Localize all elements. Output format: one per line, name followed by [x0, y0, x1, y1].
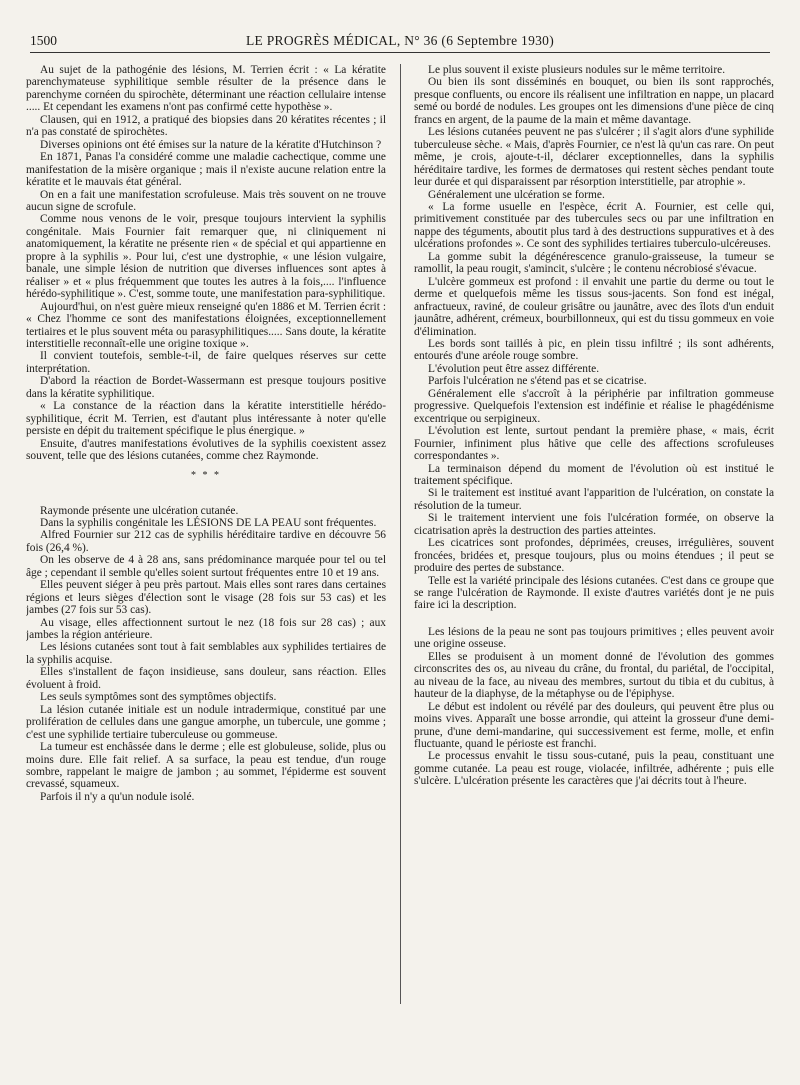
paragraph: Au visage, elles affectionnent surtout le nez (18 fois sur 28 cas) ; aux jambes la région antérieure.: [26, 616, 386, 642]
paragraph: Si le traitement intervient une fois l'ulcération formée, on observe la cicatrisation après la destruction des parties atteintes.: [414, 512, 774, 537]
paragraph: « La forme usuelle en l'espèce, écrit A. Fournier, est celle qui, primitivement constituée par des tubercules secs ou par une infiltration en nappe des téguments, aboutit plus tard à des destructions suppuratives et à des ulcérations profondes ». Ce sont des syphilides tertiaires tuberculo-ulcéreuses.: [414, 200, 774, 251]
paragraph: L'ulcère gommeux est profond : il envahit une partie du derme ou tout le derme et quelquefois même les tissus sous-jacents. Son fond est inégal, anfractueux, raviné, de couleur grisâtre ou jaunâtre, avec des îlots d'un enduit jaunâtre, adhérent, crémeux, bourbillonneux, qui est du tissu gommeux en voie d'élimination.: [414, 275, 774, 338]
left-text-block: [26, 64, 386, 463]
paragraph: Le plus souvent il existe plusieurs nodules sur le même territoire.: [428, 64, 726, 76]
right-text-block: [414, 64, 774, 612]
paragraph: L'évolution peut être assez différente.: [428, 362, 600, 375]
paragraph: Si le traitement est institué avant l'apparition de l'ulcération, on constate la résolution de la tumeur.: [414, 487, 774, 512]
paragraph: Elles se produisent à un moment donné de l'évolution des gommes circonscrites des os, au niveau du crâne, du frontal, du pariétal, de l'occipital, au niveau de la face, au niveau des membres, surtout du tibia et du cubitus, à hauteur de la diaphyse, de la métaphyse ou de l'épiphyse.: [414, 650, 774, 701]
paragraph: Les seuls symptômes sont des symptômes objectifs.: [40, 691, 277, 704]
paragraph: D'abord la réaction de Bordet-Wassermann est presque toujours positive dans la kératite syphilitique.: [26, 375, 386, 400]
paragraph: Les lésions cutanées sont tout à fait semblables aux syphilides tertiaires de la syphilis acquise.: [26, 641, 386, 666]
paragraph: Le début est indolent ou révélé par des douleurs, qui peuvent être plus ou moins vives. Apparaît une bosse arrondie, qui atteint la grosseur d'une demi-prune, d'une demi-mandarine, qui successivement est ferme, molle, et enfin fluctuante, quand le périoste est franchi.: [414, 700, 774, 751]
paragraph: Alfred Fournier sur 212 cas de syphilis héréditaire tardive en découvre 56 fois (26,4 %).: [26, 529, 386, 554]
right-text-block-b: [414, 626, 774, 788]
paragraph: Généralement elle s'accroît à la périphérie par infiltration gommeuse progressive. Quelquefois l'extension est indéfinie et réalise le phagédénisme excentrique ou serpigineux.: [414, 387, 774, 425]
column-divider: [400, 64, 401, 1004]
paragraph: En 1871, Panas l'a considéré comme une maladie cachectique, comme une manifestation de la misère organique ; mais il n'existe aucune relation entre la kératite et le mauvais état général.: [26, 151, 386, 189]
paragraph: Aujourd'hui, on n'est guère mieux renseigné qu'en 1886 et M. Terrien écrit : « Chez l'homme ce sont des manifestations éloignées, exceptionnellement tertiaires et le plus souvent méta ou parasyphilitiques..... Sans doute, la kératite interstitielle reconnaît-elle une origine toxique ».: [26, 300, 386, 350]
paragraph: Il convient toutefois, semble-t-il, de faire quelques réserves sur cette interprétation.: [26, 350, 386, 375]
paragraph: On en a fait une manifestation scrofuleuse. Mais très souvent on ne trouve aucun signe de scrofule.: [26, 188, 386, 213]
paragraph: Ou bien ils sont disséminés en bouquet, ou bien ils sont rapprochés, presque confluents, ou encore ils réalisent une infiltration en nappe, un placard semé ou bordé de nodules. Les groupes ont les dimensions d'une pièce de cinq francs en argent, de la paume de la main et même davantage.: [414, 76, 774, 126]
paragraph-gap: [414, 612, 774, 626]
paragraph: La terminaison dépend du moment de l'évolution où est institué le traitement spécifique.: [414, 462, 774, 487]
paragraph: Le processus envahit le tissu sous-cutané, puis la peau, constituant une gomme cutanée. La peau est rouge, violacée, infiltrée, adhérente ; puis elle s'ulcère. L'ulcération présente les caractères que j'ai décrits tout à l'heure.: [414, 750, 774, 788]
paragraph: Les cicatrices sont profondes, déprimées, creuses, irrégulières, souvent froncées, bridées et, presque toujours, plus ou moins étendues ; il peut se produire des pertes de substance.: [414, 537, 774, 575]
paragraph: L'évolution est lente, surtout pendant la première phase, « mais, écrit Fournier, infiniment plus hâtive que celle des affections scrofuleuses correspondantes ».: [414, 425, 774, 463]
paragraph: « La constance de la réaction dans la kératite interstitielle hérédo-syphilitique, écrit M. Terrien, est d'autant plus intéressante à noter qu'elle persiste en dépit du traitement spécifique le plus énergique. »: [26, 400, 386, 438]
paragraph: Elles peuvent siéger à peu près partout. Mais elles sont rares dans certaines régions et leurs sièges d'élection sont le visage (28 fois sur 53 cas) et les jambes (27 fois sur 53 cas).: [26, 579, 386, 617]
paragraph: Dans la syphilis congénitale les LÉSIONS DE LA PEAU sont fréquentes.: [40, 516, 377, 529]
left-text-block-b: [26, 505, 386, 804]
paragraph: Ensuite, d'autres manifestations évolutives de la syphilis coexistent assez souvent, telle que des lésions cutanées, comme chez Raymonde.: [26, 437, 386, 463]
paragraph: Parfois l'ulcération ne s'étend pas et se cicatrise.: [428, 375, 647, 388]
paragraph: La lésion cutanée initiale est un nodule intradermique, constitué par une prolifération de cellules dans une gangue amorphe, un tubercule, une gomme ; c'est une syphilide tertiaire tuberculeuse ou gommeuse.: [26, 703, 386, 741]
paragraph: Les bords sont taillés à pic, en plein tissu infiltré ; ils sont adhérents, entourés d'une aréole rouge sombre.: [414, 337, 774, 363]
paragraph: Généralement une ulcération se forme.: [428, 188, 605, 201]
paragraph: Raymonde présente une ulcération cutanée.: [40, 504, 239, 517]
paragraph: Elles s'installent de façon insidieuse, sans douleur, sans réaction. Elles évoluent à froid.: [26, 666, 386, 691]
paragraph: Les lésions de la peau ne sont pas toujours primitives ; elles peuvent avoir une origine osseuse.: [414, 625, 774, 651]
paragraph: Les lésions cutanées peuvent ne pas s'ulcérer ; il s'agit alors d'une syphilide tuberculeuse sèche. « Mais, d'après Fournier, ce n'est là qu'un cas rare. On peut même, je crois, ajoute-t-il, déclarer exceptionnelles, dans la syphilis héréditaire tardive, les formes de dermatoses qui restent sèches pendant toute leur durée et qui disparaissent par résorption interstitielle, par atrophie ».: [414, 126, 774, 189]
page-number: 1500: [30, 33, 57, 48]
left-column: [26, 64, 386, 1074]
paragraph: Diverses opinions ont été émises sur la nature de la kératite d'Hutchinson ?: [40, 138, 382, 151]
paragraph: La gomme subit la dégénérescence granulo-graisseuse, la tumeur se ramollit, la peau rougit, s'amincit, s'ulcère ; le contenu nécrobiosé s'évacue.: [414, 250, 774, 276]
paragraph: La tumeur est enchâssée dans le derme ; elle est globuleuse, solide, plus ou moins dure. Elle fait relief. A sa surface, la peau est tendue, d'un rouge sombre, rappelant le maigre de jambon ; au sommet, l'épiderme est souvent crevassé, squameux.: [26, 741, 386, 791]
page-header: [30, 30, 770, 53]
running-title: LE PROGRÈS MÉDICAL, N° 36 (6 Septembre 1930): [245, 33, 555, 48]
paragraph: Au sujet de la pathogénie des lésions, M. Terrien écrit : « La kératite parenchymateuse syphilitique semble résulter de la présence dans le parenchyme cornéen du spirochète, déterminant une réaction cellulaire intense ..... Et cependant les examens n'ont pas confirmé cette hypothèse ».: [26, 64, 386, 114]
paragraph: Clausen, qui en 1912, a pratiqué des biopsies dans 20 kératites récentes ; il n'a pas constaté de spirochètes.: [26, 113, 386, 139]
paragraph: On les observe de 4 à 28 ans, sans prédominance marquée pour tel ou tel âge ; cependant il semble qu'elles soient surtout fréquentes entre 10 et 19 ans.: [26, 554, 386, 579]
paragraph: Comme nous venons de le voir, presque toujours intervient la syphilis congénitale. Mais Fournier fait remarquer que, ni cliniquement ni anatomiquement, la kératite ne présente rien « de spécial et qui appartienne en propre à la syphilis ». Pour lui, c'est une dystrophie, « une lésion vulgaire, banale, une simple lésion de nutrition que diverses influences sont aptes à réaliser » et « plus fréquemment que toutes les autres à la fois,.... l'influence hérédo-syphilitique ». C'est, somme toute, une manifestation para-syphilitique.: [26, 213, 386, 301]
section-separator: * * *: [191, 469, 221, 481]
paragraph: Telle est la variété principale des lésions cutanées. C'est dans ce groupe que se range l'ulcération de Raymonde. Il existe d'autres variétés dont je ne puis faire ici la description.: [414, 574, 774, 612]
paragraph: Parfois il n'y a qu'un nodule isolé.: [40, 790, 195, 803]
right-column: [414, 64, 774, 1074]
